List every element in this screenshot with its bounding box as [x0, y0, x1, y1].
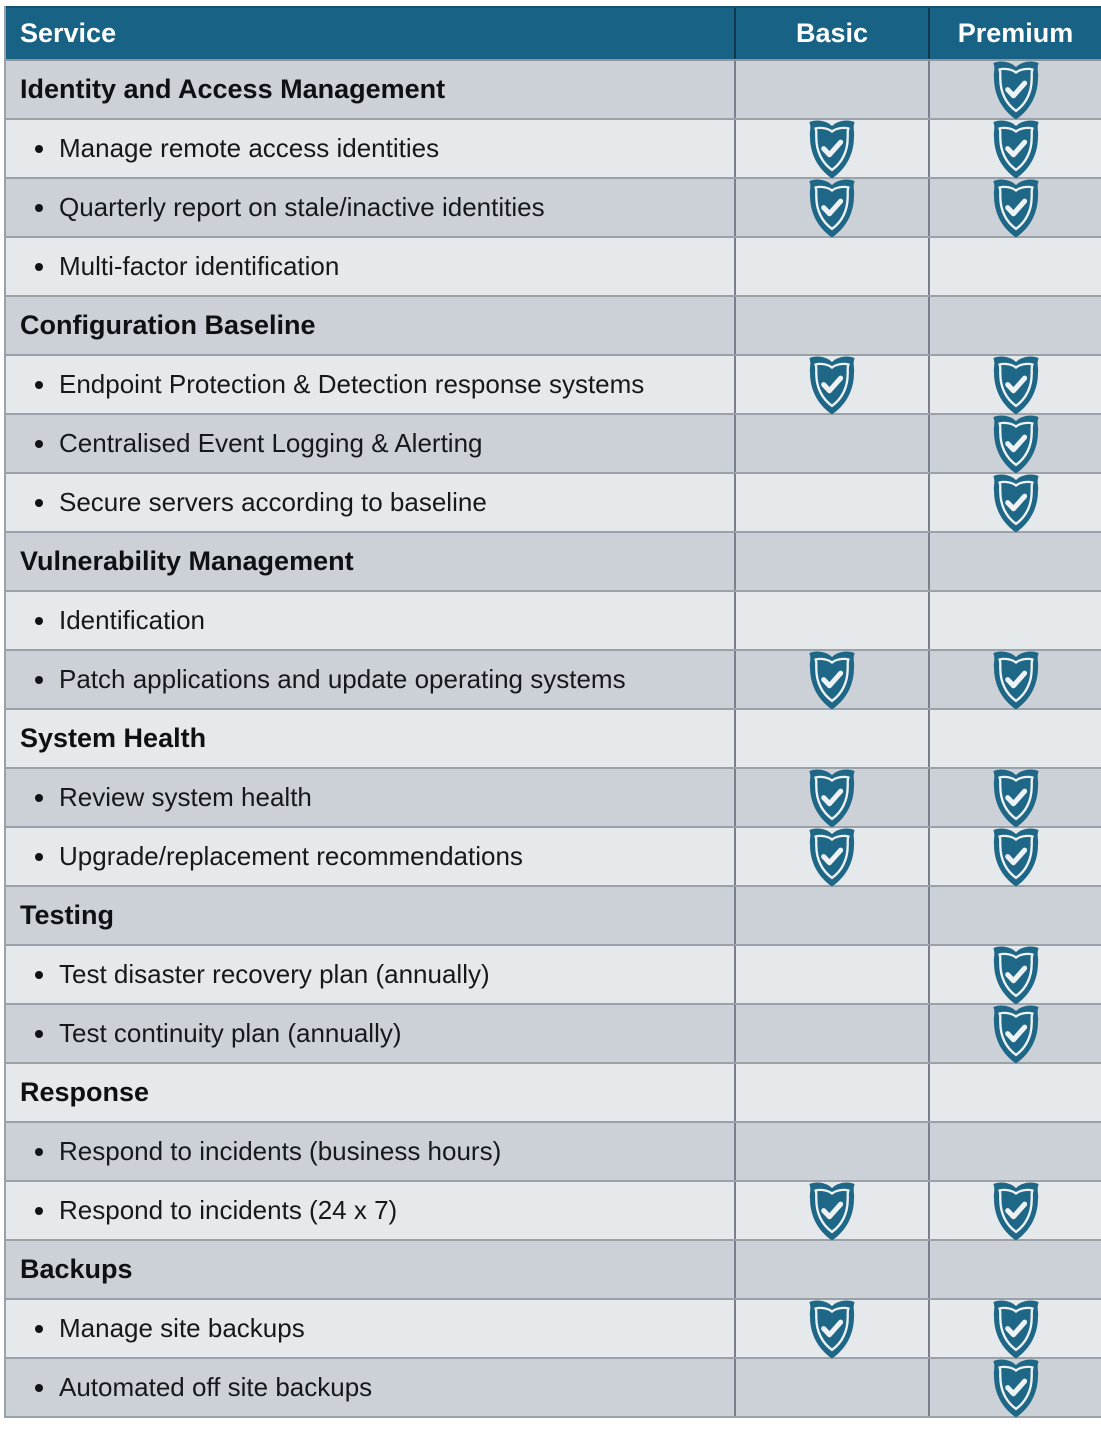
table-row [6, 120, 1101, 179]
service-cell [6, 710, 734, 767]
basic-cell [734, 887, 928, 944]
bullet-icon [35, 676, 43, 684]
service-cell [6, 1241, 734, 1298]
service-label: Manage site backups [59, 1313, 305, 1343]
premium-cell [928, 769, 1101, 826]
basic-cell [734, 533, 928, 590]
table-row [6, 179, 1101, 238]
table-row [6, 651, 1101, 710]
service-cell [6, 238, 734, 295]
table-row [6, 474, 1101, 533]
table-row [6, 415, 1101, 474]
basic-cell [734, 828, 928, 885]
bullet-icon [35, 1325, 43, 1333]
bullet-icon [35, 1384, 43, 1392]
bullet-icon [35, 853, 43, 861]
check-shield-icon [989, 118, 1043, 180]
section-row [6, 297, 1101, 356]
check-shield-icon [989, 944, 1043, 1006]
bullet-icon [35, 440, 43, 448]
basic-cell [734, 1300, 928, 1357]
column-header-premium: Premium [928, 8, 1101, 59]
check-shield-icon [989, 59, 1043, 121]
basic-cell [734, 415, 928, 472]
table-row [6, 356, 1101, 415]
section-row [6, 710, 1101, 769]
premium-cell [928, 710, 1101, 767]
check-shield-icon [989, 472, 1043, 534]
service-label: Testing [20, 900, 114, 930]
bullet-icon [35, 1207, 43, 1215]
premium-cell [928, 887, 1101, 944]
check-shield-icon [989, 1180, 1043, 1242]
service-cell [6, 1123, 734, 1180]
table-body [6, 61, 1101, 1418]
section-row [6, 61, 1101, 120]
service-label: Review system health [59, 782, 312, 812]
service-cell [6, 1005, 734, 1062]
basic-cell [734, 710, 928, 767]
basic-cell [734, 946, 928, 1003]
service-label: Upgrade/replacement recommendations [59, 841, 523, 871]
basic-cell [734, 769, 928, 826]
bullet-icon [35, 499, 43, 507]
service-cell [6, 1182, 734, 1239]
service-cell [6, 946, 734, 1003]
table-row [6, 1123, 1101, 1182]
service-label: Response [20, 1077, 150, 1107]
basic-cell [734, 1005, 928, 1062]
basic-cell [734, 1241, 928, 1298]
check-shield-icon [805, 1180, 859, 1242]
premium-cell [928, 828, 1101, 885]
service-cell [6, 769, 734, 826]
service-cell [6, 533, 734, 590]
basic-cell [734, 120, 928, 177]
basic-cell [734, 179, 928, 236]
service-label: Patch applications and update operating systems [59, 664, 626, 694]
service-cell [6, 887, 734, 944]
service-cell [6, 415, 734, 472]
service-label: Secure servers according to baseline [59, 487, 487, 517]
premium-cell [928, 1182, 1101, 1239]
check-shield-icon [989, 354, 1043, 416]
service-comparison-table [4, 6, 1101, 1418]
table-row [6, 769, 1101, 828]
section-row [6, 533, 1101, 592]
table-row [6, 238, 1101, 297]
basic-cell [734, 1123, 928, 1180]
premium-cell [928, 297, 1101, 354]
service-label: Centralised Event Logging & Alerting [59, 428, 483, 458]
bullet-icon [35, 1148, 43, 1156]
service-label: Test continuity plan (annually) [59, 1018, 402, 1048]
bullet-icon [35, 794, 43, 802]
check-shield-icon [989, 413, 1043, 475]
premium-cell [928, 61, 1101, 118]
premium-cell [928, 1359, 1101, 1416]
basic-cell [734, 1064, 928, 1121]
check-shield-icon [805, 649, 859, 711]
premium-cell [928, 1300, 1101, 1357]
premium-cell [928, 356, 1101, 413]
premium-cell [928, 1005, 1101, 1062]
bullet-icon [35, 381, 43, 389]
section-row [6, 1241, 1101, 1300]
service-label: Manage remote access identities [59, 133, 440, 163]
service-label: Backups [20, 1254, 133, 1284]
basic-cell [734, 1359, 928, 1416]
basic-cell [734, 297, 928, 354]
premium-cell [928, 1064, 1101, 1121]
service-label: Quarterly report on stale/inactive identities [59, 192, 545, 222]
service-cell [6, 120, 734, 177]
basic-cell [734, 651, 928, 708]
service-cell [6, 592, 734, 649]
service-label: Configuration Baseline [20, 310, 316, 340]
service-label: Multi-factor identification [59, 251, 340, 281]
check-shield-icon [989, 1357, 1043, 1419]
service-cell [6, 1359, 734, 1416]
service-label: Respond to incidents (business hours) [59, 1136, 502, 1166]
basic-cell [734, 592, 928, 649]
premium-cell [928, 1123, 1101, 1180]
table-row [6, 1300, 1101, 1359]
service-label: Respond to incidents (24 x 7) [59, 1195, 398, 1225]
check-shield-icon [989, 1003, 1043, 1065]
table-row [6, 828, 1101, 887]
service-cell [6, 179, 734, 236]
basic-cell [734, 1182, 928, 1239]
check-shield-icon [989, 649, 1043, 711]
column-header-basic: Basic [734, 8, 928, 59]
bullet-icon [35, 617, 43, 625]
bullet-icon [35, 204, 43, 212]
service-cell [6, 61, 734, 118]
premium-cell [928, 651, 1101, 708]
premium-cell [928, 533, 1101, 590]
service-cell [6, 297, 734, 354]
service-label: Test disaster recovery plan (annually) [59, 959, 490, 989]
table-row [6, 1005, 1101, 1064]
service-label: Identification [59, 605, 205, 635]
check-shield-icon [989, 1298, 1043, 1360]
bullet-icon [35, 1030, 43, 1038]
bullet-icon [35, 145, 43, 153]
basic-cell [734, 474, 928, 531]
premium-cell [928, 415, 1101, 472]
check-shield-icon [805, 118, 859, 180]
service-cell [6, 1064, 734, 1121]
premium-cell [928, 238, 1101, 295]
check-shield-icon [805, 354, 859, 416]
premium-cell [928, 474, 1101, 531]
check-shield-icon [805, 826, 859, 888]
service-label: Vulnerability Management [20, 546, 354, 576]
premium-cell [928, 592, 1101, 649]
table-row [6, 1359, 1101, 1418]
basic-cell [734, 356, 928, 413]
check-shield-icon [805, 1298, 859, 1360]
check-shield-icon [989, 826, 1043, 888]
bullet-icon [35, 263, 43, 271]
check-shield-icon [805, 767, 859, 829]
check-shield-icon [989, 177, 1043, 239]
service-cell [6, 1300, 734, 1357]
service-label: Endpoint Protection & Detection response systems [59, 369, 645, 399]
service-cell [6, 651, 734, 708]
service-label: Identity and Access Management [20, 74, 446, 104]
column-header-service: Service [20, 18, 117, 48]
table-header-row [6, 6, 1101, 61]
basic-cell [734, 238, 928, 295]
check-shield-icon [805, 177, 859, 239]
service-label: System Health [20, 723, 207, 753]
check-shield-icon [989, 767, 1043, 829]
premium-cell [928, 1241, 1101, 1298]
section-row [6, 887, 1101, 946]
basic-cell [734, 61, 928, 118]
premium-cell [928, 179, 1101, 236]
premium-cell [928, 120, 1101, 177]
bullet-icon [35, 971, 43, 979]
service-cell [6, 356, 734, 413]
service-cell [6, 828, 734, 885]
table-row [6, 946, 1101, 1005]
premium-cell [928, 946, 1101, 1003]
section-row [6, 1064, 1101, 1123]
service-cell [6, 474, 734, 531]
table-row [6, 1182, 1101, 1241]
table-row [6, 592, 1101, 651]
service-label: Automated off site backups [59, 1372, 373, 1402]
